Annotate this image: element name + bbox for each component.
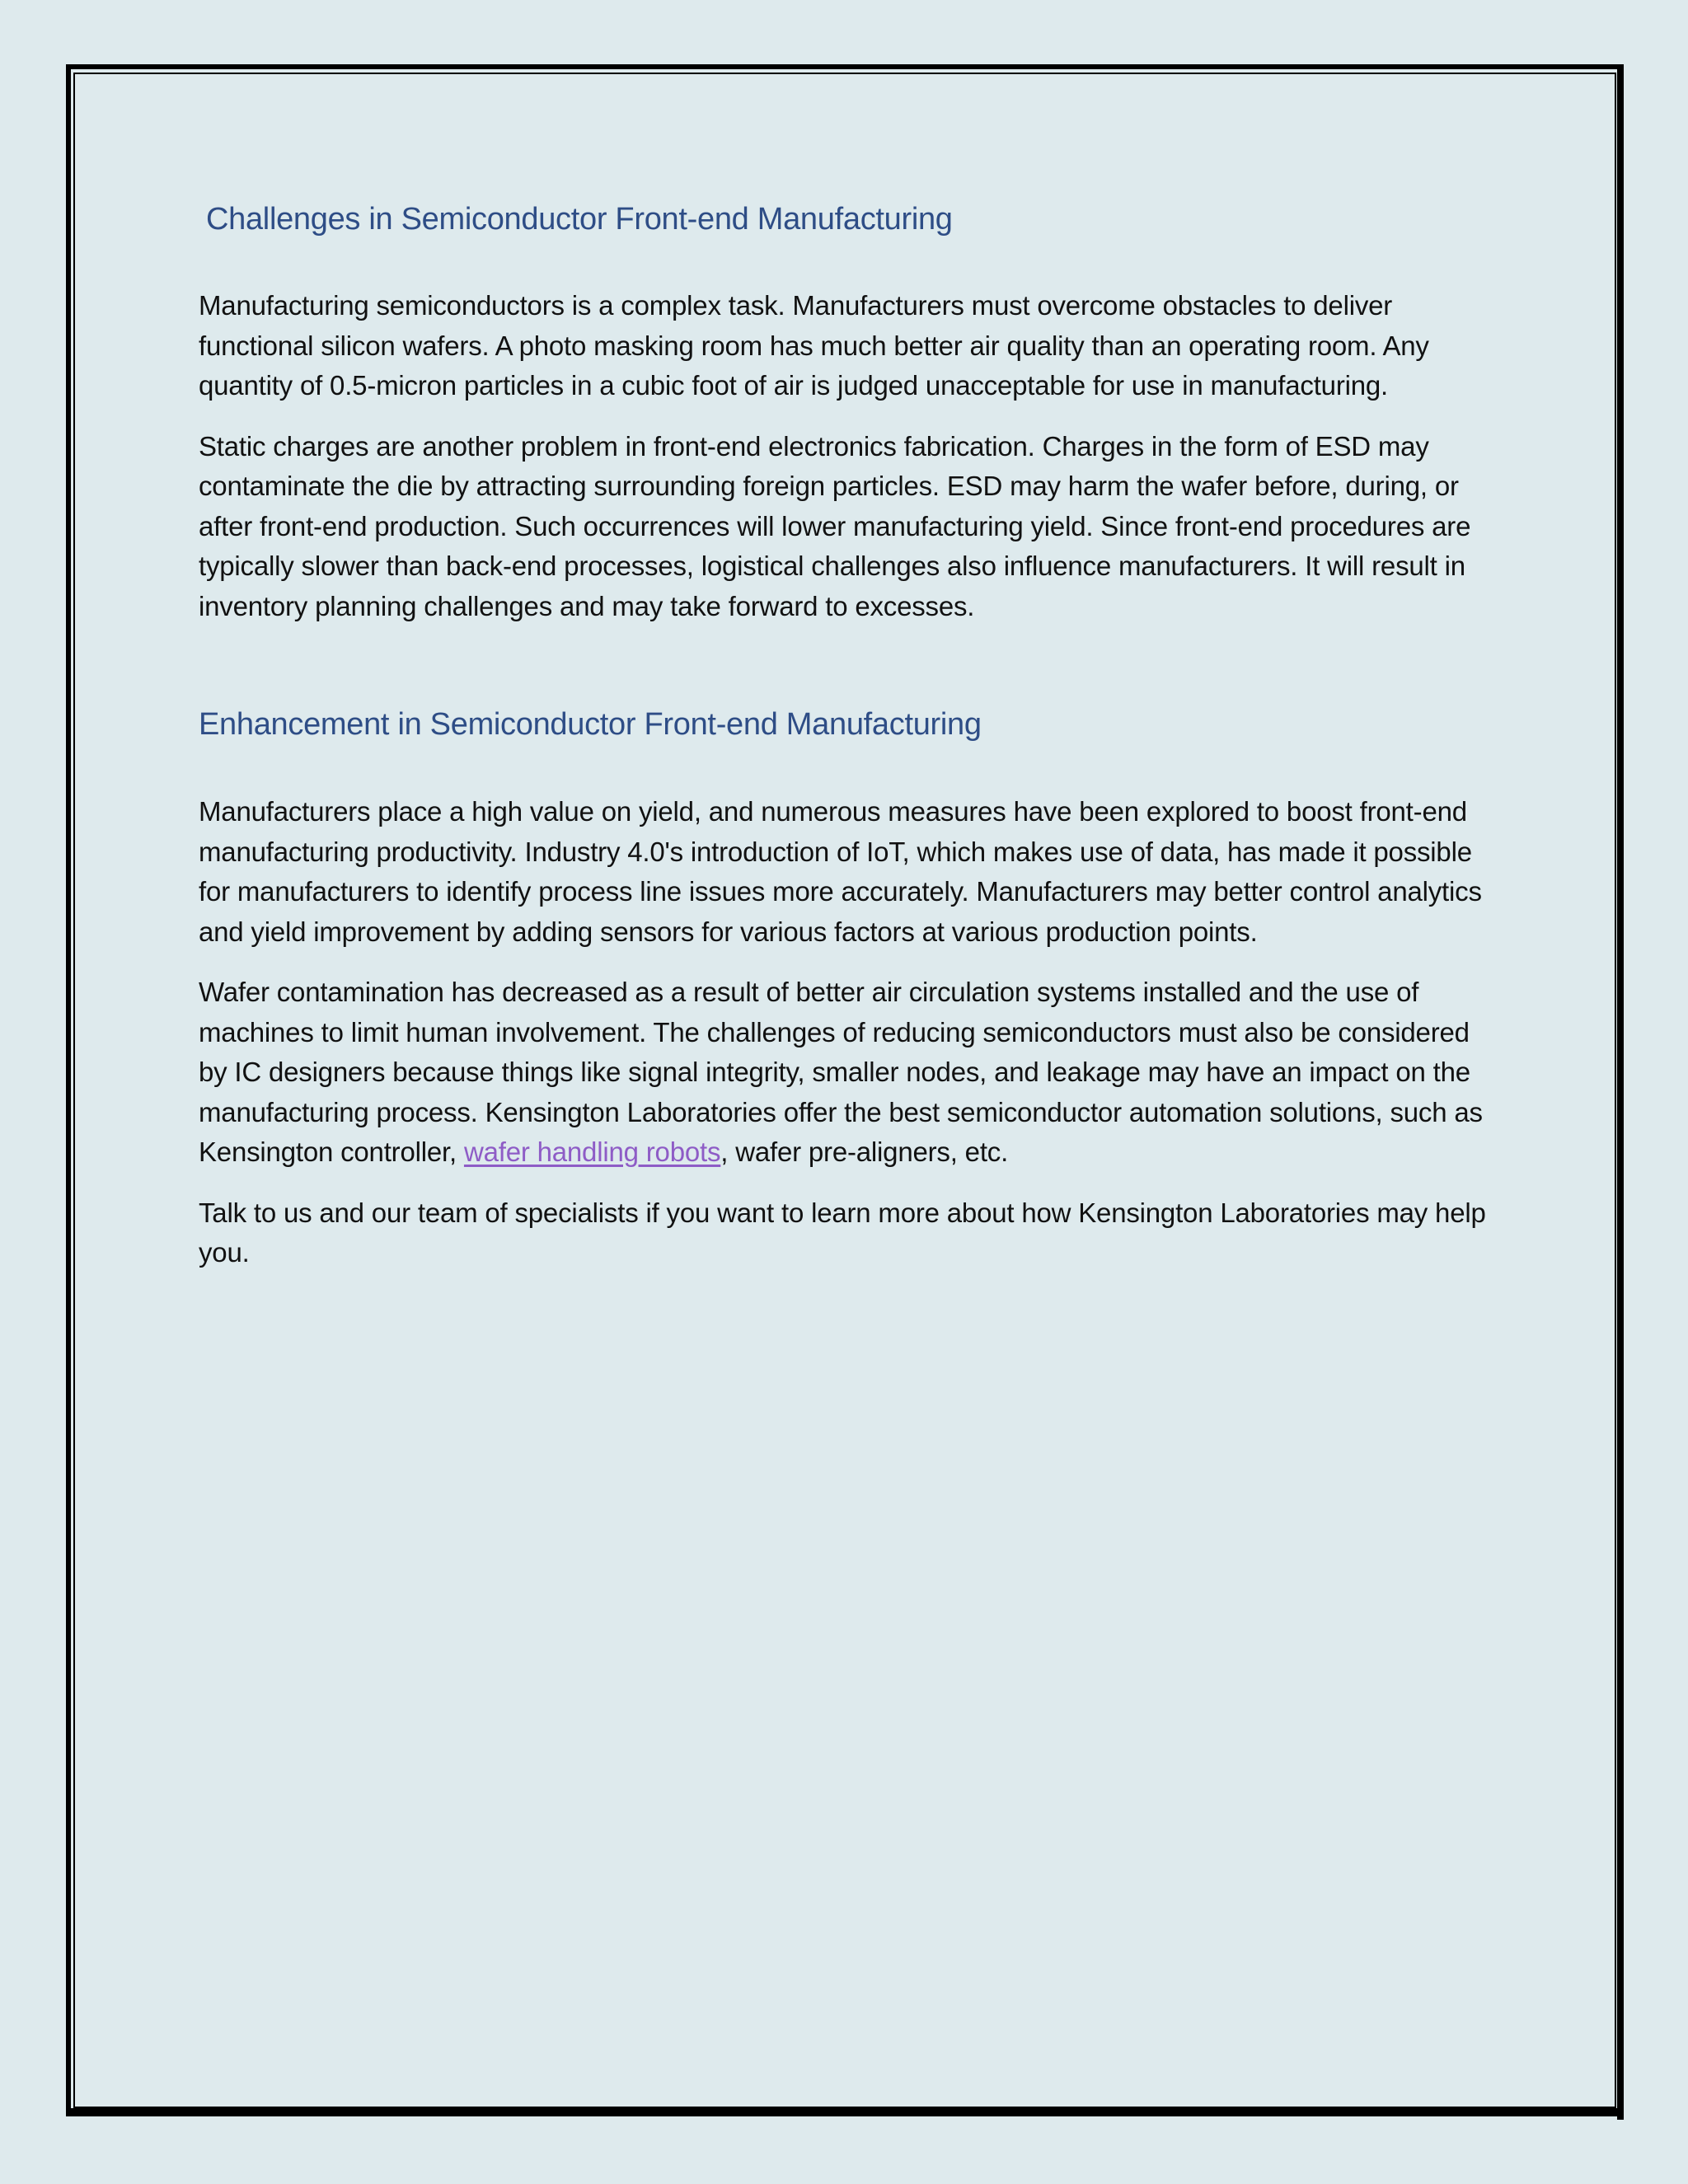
paragraph-text-after-link: , wafer pre-aligners, etc.	[720, 1137, 1009, 1167]
paragraph-challenges-2: Static charges are another problem in front-end electronics fabrication. Charges in the form of ESD may contaminate the die by attracting surrounding foreign particles. ESD may harm the wafer before, during, or after front-end production. Such occurrences will lower manufacturing yield. Since front-end procedures are typically slower than back-end processes, logistical challenges also influence manufacturers. It will result in inventory planning challenges and may take forward to excesses.	[199, 430, 1471, 621]
paragraph-closing: Talk to us and our team of specialists if you want to learn more about how Kensington Laboratories may help you.	[199, 1197, 1486, 1268]
paragraph-enhancement-1: Manufacturers place a high value on yield, and numerous measures have been explored to boost front-end manufacturing productivity. Industry 4.0's introduction of IoT, which makes use of data, has made it possible for manufacturers to identify process line issues more accurately. Manufacturers may better control analytics and yield improvement by adding sensors for various factors at various production points.	[199, 796, 1482, 947]
page-border-bottom-edge	[69, 2108, 1624, 2115]
heading-challenges: Challenges in Semiconductor Front-end Manufacturing	[206, 202, 953, 237]
wafer-handling-robots-link[interactable]: wafer handling robots	[463, 1137, 721, 1167]
paragraph-challenges-1: Manufacturing semiconductors is a complex task. Manufacturers must overcome obstacles to deliver functional silicon wafers. A photo masking room has much better air quality than an operating room. Any quantity of 0.5-micron particles in a cubic foot of air is judged unacceptable for use in manufacturing.	[199, 290, 1429, 401]
paragraph-enhancement-2	[199, 972, 1501, 1173]
page-border-right-edge	[1617, 68, 1624, 2120]
paragraph-text-before-link: Wafer contamination has decreased as a result of better air circulation systems installed and the use of machines to limit human involvement. The challenges of reducing semiconductors must also be considered by IC designers because things like signal integrity, smaller nodes, and leakage may have an impact on the manufacturing process. Kensington Laboratories offer the best semiconductor automation solutions, such as Kensington controller,	[199, 977, 1483, 1167]
document-content	[199, 198, 1501, 1273]
heading-enhancement: Enhancement in Semiconductor Front-end Manufacturing	[199, 707, 982, 742]
